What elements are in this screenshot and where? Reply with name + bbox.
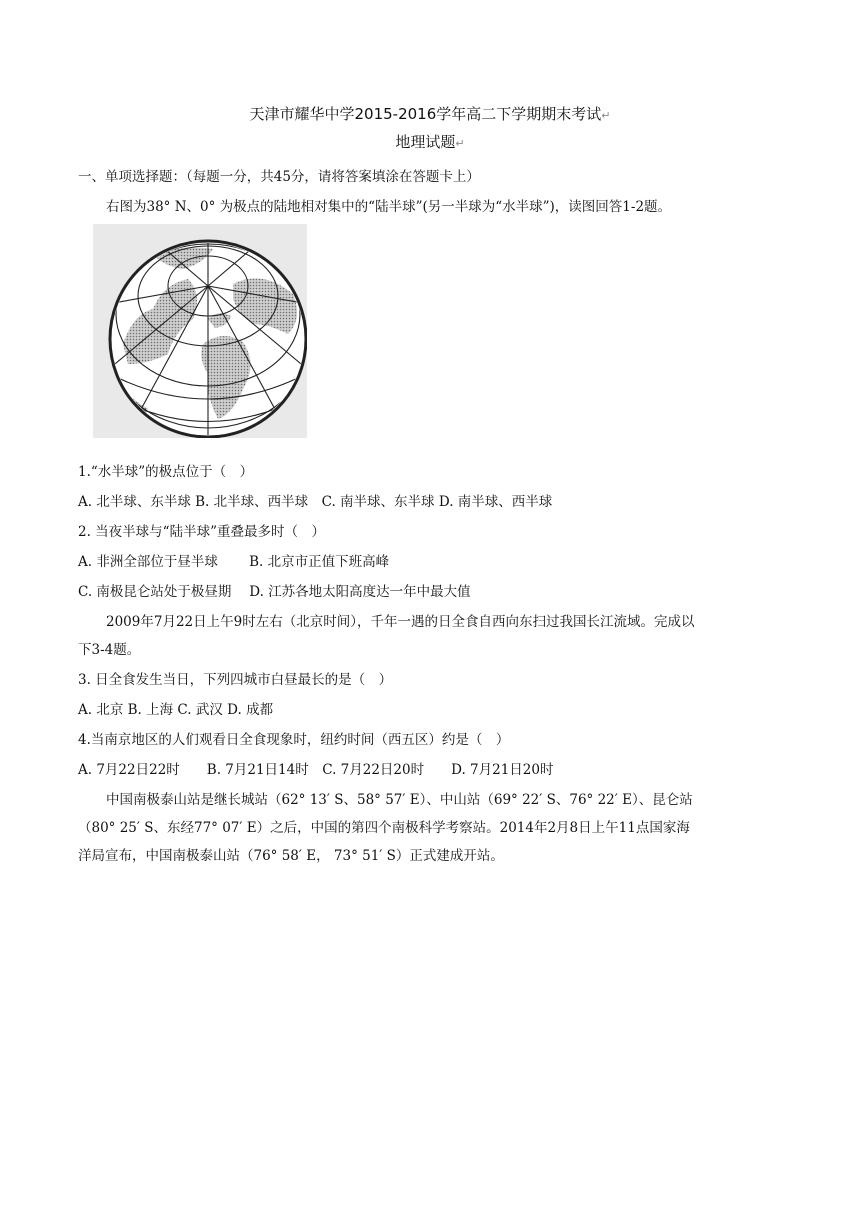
passage-eclipse-line1: 2009年7月22日上午9时左右（北京时间），千年一遇的日全食自西向东扫过我国长江流域。完成以 [106,614,695,630]
question-2-stem: 2. 当夜半球与“陆半球”重叠最多时（ ） [78,524,325,540]
passage-antarctic-line2: （80° 25′ S、东经77° 07′ E）之后，中国的第四个南极科学考察站。2014年2月8日上午11点国家海 [78,820,690,836]
question-3-options: A. 北京 B. 上海 C. 武汉 D. 成都 [78,702,274,718]
question-4-stem: 4.当南京地区的人们观看日全食现象时，纽约时间（西五区）约是（ ） [78,732,510,748]
passage-antarctic-line3: 洋局宣布，中国南极泰山站（76° 58′ E， 73° 51′ S）正式建成开站。 [78,848,504,864]
question-4-options: A. 7月22日22时 B. 7月21日14时 C. 7月22日20时 D. 7月21日20时 [78,762,554,778]
exam-subtitle [0,131,860,152]
question-1-options: A. 北半球、东半球 B. 北半球、西半球 C. 南半球、东半球 D. 南半球、西半球 [78,494,553,510]
globe-map-image [93,224,307,438]
question-3-stem: 3. 日全食发生当日，下列四城市白昼最长的是（ ） [78,672,393,688]
passage-eclipse-line2: 下3-4题。 [78,642,141,658]
exam-title [0,103,860,124]
return-mark: ↵ [455,137,465,150]
return-mark: ↵ [601,109,611,122]
exam-title-text: 天津市耀华中学2015-2016学年高二下学期期末考试 [249,105,602,123]
question-2-options-ab: A. 非洲全部位于昼半球 B. 北京市正值下班高峰 [78,554,390,570]
question-1-stem: 1.“水半球”的极点位于（ ） [78,464,254,480]
passage-antarctic-line1: 中国南极泰山站是继长城站（62° 13′ S、58° 57′ E）、中山站（69° 22′ S、76° 22′ E）、昆仑站 [106,792,693,808]
exam-subtitle-text: 地理试题 [395,133,456,151]
intro-text: 右图为38° N、0° 为极点的陆地相对集中的“陆半球”(另一半球为“水半球”)，读图回答1-2题。 [106,199,672,215]
section-heading: 一、单项选择题：（每题一分，共45分，请将答案填涂在答题卡上） [78,169,480,185]
question-2-options-cd: C. 南极昆仑站处于极昼期 D. 江苏各地太阳高度达一年中最大值 [78,584,471,600]
